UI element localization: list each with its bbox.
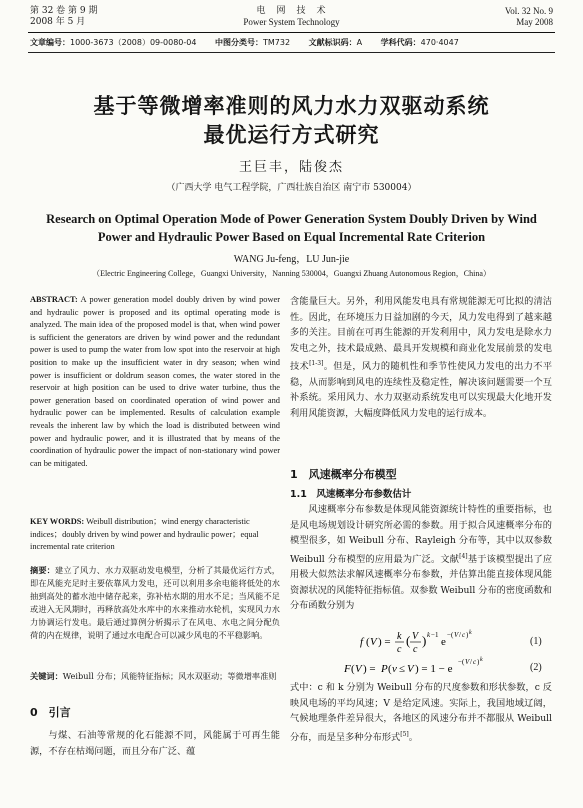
journal-name: 电 网 技 术 Power System Technology bbox=[243, 6, 340, 27]
svg-text:V: V bbox=[465, 658, 470, 666]
equation-1-svg bbox=[360, 626, 510, 656]
affiliation-en: （Electric Engineering College，Guangxi University，Nanning 530004，Guangxi Zhuang Autonomous Region，China） bbox=[92, 269, 491, 278]
title-en-line2: Power and Hydraulic Power Based on Equal Incremental Rate Criterion bbox=[97, 230, 486, 244]
equation-1 bbox=[360, 626, 510, 656]
equation-2 bbox=[344, 656, 524, 678]
section-1-1-heading: 1.1 风速概率分布参数估计 bbox=[290, 489, 412, 500]
title-cn-line2: 最优运行方式研究 bbox=[203, 123, 380, 147]
svg-text:(: ( bbox=[406, 633, 411, 648]
svg-text:) =: ) = bbox=[378, 636, 391, 648]
svg-text:c: c bbox=[473, 658, 477, 666]
svg-text:−(: −( bbox=[447, 631, 454, 639]
svg-text:F: F bbox=[344, 663, 351, 675]
svg-text:(: ( bbox=[388, 663, 392, 675]
svg-text:−(: −( bbox=[458, 658, 465, 666]
svg-text:V: V bbox=[370, 636, 377, 648]
equation-explanation-paragraph: 式中：c 和 k 分别为 Weibull 分布的尺度参数和形状参数，c 反映风电场的平均风速；V 是给定风速。实际上，我国地域辽阔，气候地理条件差异很大，各地区的风速分布并不都服从 Weibull 分布，而是呈多种分布形式[5]。 bbox=[290, 682, 552, 743]
svg-text:): ) bbox=[422, 633, 427, 648]
svg-text:(: ( bbox=[351, 663, 355, 675]
svg-text:f: f bbox=[360, 636, 364, 648]
keywords-cn: 关键词：Weibull 分布；风能特征指标；风水双驱动；等微增率准则 bbox=[30, 671, 277, 681]
journal-volume: 第 32 卷 第 9 期 2008 年 5 月 bbox=[30, 6, 98, 27]
meta-rule bbox=[28, 52, 555, 53]
section-1-heading: 1 风速概率分布模型 bbox=[290, 468, 397, 481]
title-cn-line1: 基于等微增率准则的风力水力双驱动系统 bbox=[93, 94, 490, 118]
svg-text:e: e bbox=[441, 636, 446, 648]
svg-text:v: v bbox=[392, 663, 397, 675]
intro-paragraph-cont: 含能量巨大。另外，利用风能发电具有常规能源无可比拟的清洁性。因此，在环境压力日益加剧的今天，风力发电得到了越来越多的关注。目前在可再生能源的开发利用中，风力发电是除水力发电之外，技术最成熟、最具开发规模和商业化发展前景的发电技术[1-3]。但是，风力的随机性和季节性使风力发电的出力不平稳，从而影响到风电的连续性及稳定性，解决该问题需要一个互补系统。采用风力、水力双驱动系统发电可以实现最大化地开发利用风能资源，大幅度降低风力发电的运行成本。 bbox=[290, 296, 553, 419]
svg-text:) = 1 − e: ) = 1 − e bbox=[415, 663, 453, 675]
authors-cn: 王巨丰，陆俊杰 bbox=[238, 160, 344, 175]
equation-1-number: (1) bbox=[530, 636, 542, 647]
section-intro-heading: 0 引言 bbox=[30, 706, 71, 719]
header-rule bbox=[28, 32, 555, 33]
section-1-1-paragraph: 风速概率分布参数是体现风能资源统计特性的重要指标，也是风电场规划设计研究所必需的参数。用于拟合风速概率分布的模型很多，如 Weibull 分布、Rayleigh 分布等，其中以双参数 Weibull 分布模型的应用最为广泛。文献[4]基于该模型提出了应用极大似然法求解风速概率分布参数，并估算出能直接体现风能资源状况的风能特征指标值。双参数 Weibull 分布的密度函数和分布函数分别为 bbox=[290, 504, 553, 612]
svg-text:V: V bbox=[454, 631, 459, 639]
svg-text:k: k bbox=[469, 630, 472, 636]
svg-text:V: V bbox=[355, 663, 362, 675]
svg-text:≤: ≤ bbox=[399, 663, 406, 675]
svg-text:(: ( bbox=[366, 636, 370, 648]
svg-text:c: c bbox=[413, 644, 418, 655]
svg-text:): ) bbox=[477, 658, 480, 666]
equation-2-number: (2) bbox=[530, 662, 542, 673]
affiliation-cn: （广西大学 电气工程学院，广西壮族自治区 南宁市 530004） bbox=[166, 183, 417, 193]
svg-text:) =: ) = bbox=[363, 663, 376, 675]
abstract-cn: 摘要：建立了风力、水力双驱动发电模型，分析了其最优运行方式，即在风能充足时主要依靠风力发电，还可以利用多余电能将低处的水抽到高处的蓄水池中储存起来，弥补枯水期的用水不足；当风能不足或进入无风期时，再释放高处水库中的水来推动水轮机，实现风力水力协调运行发电。最后通过算例分析揭示了在风电、水电之间分配负荷的内在规律，说明了通过水电配合可以减少风电的不平稳影响。 bbox=[30, 565, 280, 640]
svg-text:k: k bbox=[397, 631, 402, 642]
authors-en: WANG Ju-feng，LU Jun-jie bbox=[233, 254, 350, 265]
svg-text:/: / bbox=[459, 631, 461, 639]
equation-2-svg bbox=[344, 656, 524, 678]
svg-text:): ) bbox=[466, 631, 469, 639]
abstract-en: ABSTRACT: A power generation model doubly driven by wind power and hydraulic power is proposed and its optimal operating mode is analyzed. The main idea of the proposed model is that, when wind power is sufficient the generators are driven by wind power and the redundant power is used to pump the water from low spot into the reservoir at high position to make up the insufficient water in dry season; when wind power is insufficient or doldrum season comes, the water stored in the reservoir at high position can be used to drive water turbine, thus the power generation based on coordinated operation of wind power and hydraulic power can be implemented. Results of calculation example reveals the inherent law by which the load is distributed between wind power and hydraulic power, and it is illustrated that by means of the coordination of hydraulic power the impact of non-stationary wind power can be mitigated. bbox=[30, 295, 280, 468]
svg-text:c: c bbox=[397, 644, 402, 655]
journal-issue: Vol. 32 No. 9 May 2008 bbox=[504, 6, 553, 27]
article-meta: 文章编号：1000-3673（2008）09-0080-04 中图分类号：TM732 文献标识码：A 学科代码：470·4047 bbox=[30, 38, 459, 47]
svg-text:V: V bbox=[407, 663, 414, 675]
svg-text:P: P bbox=[381, 663, 388, 675]
title-en-line1: Research on Optimal Operation Mode of Power Generation System Doubly Driven by Wind bbox=[46, 212, 537, 226]
svg-text:/: / bbox=[470, 658, 472, 666]
keywords-en: KEY WORDS: Weibull distribution；wind energy characteristic indices；doubly driven by wind power and hydraulic power；equal incremental rate criterion bbox=[30, 517, 259, 552]
svg-text:c: c bbox=[462, 631, 466, 639]
svg-text:k: k bbox=[427, 631, 431, 639]
svg-text:−1: −1 bbox=[431, 631, 439, 639]
intro-paragraph-start: 与煤、石油等常规的化石能源不同，风能属于可再生能源，不存在枯竭问题，而且分布广泛、蕴 bbox=[30, 730, 280, 757]
svg-text:V: V bbox=[412, 631, 419, 642]
svg-text:k: k bbox=[480, 657, 483, 663]
